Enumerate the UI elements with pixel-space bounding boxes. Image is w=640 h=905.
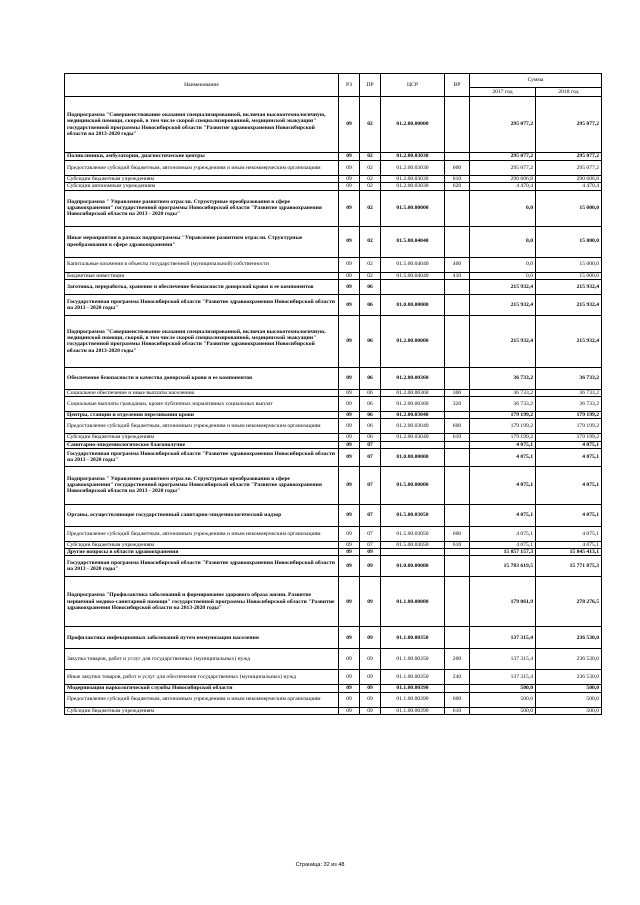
row-name: Социальное обеспечение и иные выплаты населению (65, 389, 339, 396)
row-vr (445, 367, 470, 389)
row-rz: 09 (339, 577, 360, 627)
row-amount-2017: 36 733,2 (470, 397, 536, 412)
row-amount-2017: 290 606,8 (470, 176, 536, 183)
row-amount-2018: 179 199,2 (536, 419, 602, 434)
row-amount-2017: 4 075,1 (470, 504, 536, 526)
row-amount-2018: 500,0 (536, 685, 602, 692)
row-amount-2017: 295 077,2 (470, 153, 536, 161)
row-name: Подпрограмма "Профилактика заболеваний и формирование здорового образа жизни. Развитие первичной медико-санитарной помощи" государственной программы Новосибирской области "Развитие здравоохранения Новосибирской области на 2013-2020 годы" (65, 577, 339, 627)
row-pr: 02 (360, 257, 381, 272)
row-rz: 09 (339, 441, 360, 448)
table-row (65, 549, 602, 556)
row-amount-2017: 179 199,2 (470, 412, 536, 419)
row-amount-2017: 0,0 (470, 190, 536, 226)
row-amount-2018: 236 530,0 (536, 627, 602, 649)
row-amount-2017: 179 199,2 (470, 434, 536, 441)
row-rz: 09 (339, 412, 360, 419)
row-amount-2017: 0,0 (470, 226, 536, 257)
row-amount-2018: 215 932,4 (536, 294, 602, 315)
row-amount-2018: 36 733,2 (536, 397, 602, 412)
table-row (65, 176, 602, 183)
table-row (65, 526, 602, 541)
row-vr (445, 226, 470, 257)
row-csr: 01.5.00.03050 (381, 541, 445, 548)
row-amount-2018: 215 932,4 (536, 279, 602, 294)
row-name: Капитальные вложения в объекты государственной (муниципальной) собственности (65, 257, 339, 272)
row-amount-2018: 4 075,1 (536, 441, 602, 448)
row-csr (381, 279, 445, 294)
row-rz: 09 (339, 226, 360, 257)
row-csr (381, 441, 445, 448)
row-rz: 09 (339, 161, 360, 176)
row-vr (445, 448, 470, 466)
row-csr: 01.0.00.00000 (381, 448, 445, 466)
row-pr: 07 (360, 504, 381, 526)
header-year-2017: 2017 год (470, 88, 536, 97)
row-vr: 600 (445, 161, 470, 176)
row-name: Субсидии бюджетным учреждениям (65, 434, 339, 441)
row-amount-2017: 215 932,4 (470, 315, 536, 367)
header-sum: Сумма (470, 74, 602, 88)
row-amount-2018: 15 000,0 (536, 257, 602, 272)
row-vr (445, 153, 470, 161)
row-rz: 09 (339, 649, 360, 670)
header-csr: ЦСР (381, 74, 445, 97)
table-row (65, 504, 602, 526)
table-row (65, 272, 602, 279)
row-vr (445, 279, 470, 294)
row-amount-2018: 15 000,0 (536, 190, 602, 226)
table-row (65, 692, 602, 707)
table-body (65, 97, 602, 715)
row-amount-2018: 4 470,4 (536, 183, 602, 190)
row-amount-2018: 236 530,0 (536, 670, 602, 685)
row-rz: 09 (339, 315, 360, 367)
row-csr: 01.5.00.03050 (381, 504, 445, 526)
row-amount-2017: 4 075,1 (470, 541, 536, 548)
row-pr: 02 (360, 153, 381, 161)
row-name: Субсидии бюджетным учреждениям (65, 707, 339, 714)
row-amount-2018: 4 075,1 (536, 466, 602, 504)
table-row (65, 161, 602, 176)
row-amount-2017: 4 075,1 (470, 466, 536, 504)
row-name: Подпрограмма " Управление развитием отрасли. Структурные преобразования в сфере здравоохранения" государственной программы Новосибирской области "Развитие здравоохранения Новосибирской области на 2013 - 2020 годы" (65, 190, 339, 226)
row-amount-2018: 4 075,1 (536, 504, 602, 526)
row-name: Подпрограмма "Совершенствование оказания специализированной, включая высокотехнологичную, медицинской помощи, скорой, в том числе скорой специализированной, медицинской эвакуации" государственной программы Новосибирской области "Развитие здравоохранения Новосибирской области на 2013-2020 годы" (65, 97, 339, 153)
row-csr: 01.2.00.00360 (381, 397, 445, 412)
row-vr (445, 577, 470, 627)
row-rz: 09 (339, 294, 360, 315)
row-amount-2017: 0,0 (470, 257, 536, 272)
row-amount-2017: 295 077,2 (470, 97, 536, 153)
row-rz: 09 (339, 541, 360, 548)
row-name: Государственная программа Новосибирской области "Развитие здравоохранения Новосибирской области на 2013 - 2020 годы" (65, 556, 339, 577)
row-csr: 01.5.00.04040 (381, 272, 445, 279)
row-rz: 09 (339, 397, 360, 412)
table-row (65, 466, 602, 504)
row-csr: 01.1.00.00350 (381, 627, 445, 649)
row-csr: 01.5.00.04040 (381, 226, 445, 257)
row-pr: 07 (360, 541, 381, 548)
row-vr (445, 556, 470, 577)
row-rz: 09 (339, 466, 360, 504)
row-name: Органы, осуществляющие государственный санитарно-эпидемиологический надзор (65, 504, 339, 526)
row-vr: 600 (445, 692, 470, 707)
row-rz: 09 (339, 176, 360, 183)
row-csr: 01.2.00.00000 (381, 97, 445, 153)
table-row (65, 434, 602, 441)
table-row (65, 707, 602, 714)
row-csr: 01.2.00.03040 (381, 434, 445, 441)
row-rz: 09 (339, 257, 360, 272)
row-amount-2017: 215 932,4 (470, 279, 536, 294)
row-pr: 02 (360, 161, 381, 176)
table-row (65, 226, 602, 257)
row-pr: 06 (360, 279, 381, 294)
row-vr: 610 (445, 434, 470, 441)
row-rz: 09 (339, 692, 360, 707)
row-vr: 410 (445, 272, 470, 279)
row-amount-2017: 15 783 619,5 (470, 556, 536, 577)
row-pr: 06 (360, 397, 381, 412)
row-amount-2018: 4 075,1 (536, 541, 602, 548)
row-name: Заготовка, переработка, хранение и обеспечение безопасности донорской крови и ее компонентов (65, 279, 339, 294)
row-csr: 01.0.00.00000 (381, 294, 445, 315)
row-csr: 01.2.00.03030 (381, 161, 445, 176)
row-vr: 400 (445, 257, 470, 272)
header-rz: РЗ (339, 74, 360, 97)
row-name: Центры, станции и отделения переливания крови (65, 412, 339, 419)
row-pr: 06 (360, 412, 381, 419)
row-name: Поликлиники, амбулатории, диагностические центры (65, 153, 339, 161)
row-amount-2017: 137 315,4 (470, 627, 536, 649)
row-name: Иные мероприятия в рамках подпрограммы "Управление развитием отрасли. Структурные преобразования в сфере здравоохранения" (65, 226, 339, 257)
row-pr: 06 (360, 389, 381, 396)
row-vr (445, 190, 470, 226)
header-year-2018: 2018 год (536, 88, 602, 97)
row-csr: 01.5.00.00000 (381, 466, 445, 504)
row-rz: 09 (339, 434, 360, 441)
row-rz: 09 (339, 97, 360, 153)
row-csr: 01.1.00.00390 (381, 692, 445, 707)
table-row (65, 541, 602, 548)
row-csr: 01.2.00.03030 (381, 183, 445, 190)
row-pr: 09 (360, 549, 381, 556)
row-vr (445, 294, 470, 315)
row-name: Субсидии бюджетным учреждениям (65, 541, 339, 548)
row-amount-2017: 137 315,4 (470, 649, 536, 670)
row-rz: 09 (339, 504, 360, 526)
row-name: Социальные выплаты гражданам, кроме публичных нормативных социальных выплат (65, 397, 339, 412)
row-csr (381, 549, 445, 556)
row-rz: 09 (339, 707, 360, 714)
row-pr: 07 (360, 526, 381, 541)
row-rz: 09 (339, 526, 360, 541)
row-amount-2018: 290 606,8 (536, 176, 602, 183)
row-pr: 09 (360, 556, 381, 577)
row-csr: 01.1.00.00350 (381, 649, 445, 670)
row-csr: 01.1.00.00390 (381, 707, 445, 714)
row-name: Иные закупки товаров, работ и услуг для обеспечения государственных (муниципальных) нужд (65, 670, 339, 685)
row-csr: 01.5.00.00000 (381, 190, 445, 226)
row-name: Предоставление субсидий бюджетным, автономным учреждениям и иным некоммерческим организациям (65, 419, 339, 434)
row-pr: 06 (360, 434, 381, 441)
row-pr: 09 (360, 692, 381, 707)
table-row (65, 183, 602, 190)
header-vr: ВР (445, 74, 470, 97)
row-pr: 09 (360, 685, 381, 692)
row-pr: 07 (360, 466, 381, 504)
table-row (65, 279, 602, 294)
table-row (65, 448, 602, 466)
row-pr: 02 (360, 272, 381, 279)
row-amount-2018: 295 077,2 (536, 97, 602, 153)
row-name: Государственная программа Новосибирской области "Развитие здравоохранения Новосибирской области на 2013 - 2020 годы" (65, 448, 339, 466)
row-name: Предоставление субсидий бюджетным, автономным учреждениям и иным некоммерческим организациям (65, 526, 339, 541)
row-vr (445, 315, 470, 367)
table-row (65, 190, 602, 226)
row-rz: 09 (339, 153, 360, 161)
row-amount-2017: 137 315,4 (470, 670, 536, 685)
table-row (65, 556, 602, 577)
row-amount-2018: 278 276,5 (536, 577, 602, 627)
row-amount-2017: 4 470,4 (470, 183, 536, 190)
row-pr: 06 (360, 294, 381, 315)
table-row (65, 389, 602, 396)
row-csr: 01.1.00.00350 (381, 670, 445, 685)
table-row (65, 649, 602, 670)
row-amount-2017: 0,0 (470, 272, 536, 279)
row-pr: 02 (360, 190, 381, 226)
table-row (65, 294, 602, 315)
row-amount-2018: 4 075,1 (536, 448, 602, 466)
row-name: Санитарно-эпидемиологическое благополучие (65, 441, 339, 448)
row-amount-2017: 215 932,4 (470, 294, 536, 315)
row-vr (445, 441, 470, 448)
row-amount-2017: 15 857 157,3 (470, 549, 536, 556)
table-row (65, 367, 602, 389)
row-amount-2017: 179 199,2 (470, 419, 536, 434)
row-name: Обеспечение безопасности и качества донорской крови и ее компонентов (65, 367, 339, 389)
row-amount-2018: 36 733,2 (536, 367, 602, 389)
row-name: Предоставление субсидий бюджетным, автономным учреждениям и иным некоммерческим организациям (65, 161, 339, 176)
row-amount-2018: 215 932,4 (536, 315, 602, 367)
table-row (65, 577, 602, 627)
table-row (65, 685, 602, 692)
row-amount-2018: 15 845 413,1 (536, 549, 602, 556)
row-csr: 01.5.00.03050 (381, 526, 445, 541)
row-name: Бюджетные инвестиции (65, 272, 339, 279)
table-row (65, 412, 602, 419)
row-rz: 09 (339, 556, 360, 577)
table-row (65, 419, 602, 434)
row-pr: 06 (360, 315, 381, 367)
row-name: Другие вопросы в области здравоохранения (65, 549, 339, 556)
row-amount-2018: 500,0 (536, 692, 602, 707)
row-vr: 320 (445, 397, 470, 412)
row-pr: 07 (360, 441, 381, 448)
row-name: Модернизация наркологической службы Новосибирской области (65, 685, 339, 692)
row-vr: 600 (445, 526, 470, 541)
row-csr: 01.2.00.03040 (381, 412, 445, 419)
row-pr: 09 (360, 707, 381, 714)
row-csr: 01.2.00.03040 (381, 419, 445, 434)
row-name: Подпрограмма " Управление развитием отрасли. Структурные преобразования в сфере здравоохранения" государственной программы Новосибирской области "Развитие здравоохранения Новосибирской области на 2013 - 2020 годы" (65, 466, 339, 504)
row-rz: 09 (339, 279, 360, 294)
table-row (65, 627, 602, 649)
row-csr: 01.0.00.00000 (381, 556, 445, 577)
row-name: Подпрограмма "Совершенствование оказания специализированной, включая высокотехнологичную, медицинской помощи, скорой, в том числе скорой специализированной, медицинской эвакуации" государственной программы Новосибирской области "Развитие здравоохранения Новосибирской области на 2013-2020 годы" (65, 315, 339, 367)
row-vr: 200 (445, 649, 470, 670)
row-amount-2018: 15 000,0 (536, 226, 602, 257)
row-vr: 610 (445, 176, 470, 183)
row-rz: 09 (339, 419, 360, 434)
row-name: Закупка товаров, работ и услуг для государственных (муниципальных) нужд (65, 649, 339, 670)
row-vr: 300 (445, 389, 470, 396)
row-vr (445, 466, 470, 504)
row-name: Субсидии бюджетным учреждениям (65, 176, 339, 183)
row-amount-2017: 4 075,1 (470, 441, 536, 448)
row-rz: 09 (339, 627, 360, 649)
row-rz: 09 (339, 367, 360, 389)
row-amount-2018: 4 075,1 (536, 526, 602, 541)
row-pr: 09 (360, 670, 381, 685)
row-amount-2017: 36 733,2 (470, 367, 536, 389)
row-rz: 09 (339, 183, 360, 190)
row-pr: 02 (360, 176, 381, 183)
row-amount-2018: 500,0 (536, 707, 602, 714)
table-row (65, 153, 602, 161)
row-rz: 09 (339, 389, 360, 396)
row-csr: 01.2.00.03030 (381, 176, 445, 183)
table-row (65, 397, 602, 412)
header-name: Наименование (65, 74, 339, 97)
page-footer: Страница: 32 из 48 (295, 862, 345, 868)
row-pr: 02 (360, 97, 381, 153)
row-amount-2018: 179 199,2 (536, 412, 602, 419)
row-rz: 09 (339, 670, 360, 685)
row-amount-2018: 295 077,2 (536, 153, 602, 161)
row-pr: 06 (360, 367, 381, 389)
row-pr: 06 (360, 419, 381, 434)
row-name: Государственная программа Новосибирской области "Развитие здравоохранения Новосибирской области на 2013 - 2020 годы" (65, 294, 339, 315)
row-vr: 240 (445, 670, 470, 685)
row-rz: 09 (339, 549, 360, 556)
row-amount-2017: 179 061,9 (470, 577, 536, 627)
row-pr: 09 (360, 577, 381, 627)
row-amount-2017: 500,0 (470, 707, 536, 714)
row-rz: 09 (339, 448, 360, 466)
row-amount-2018: 36 733,2 (536, 389, 602, 396)
row-name: Профилактика инфекционных заболеваний путем иммунизации населения (65, 627, 339, 649)
table-row (65, 257, 602, 272)
row-vr (445, 685, 470, 692)
row-name: Предоставление субсидий бюджетным, автономным учреждениям и иным некоммерческим организациям (65, 692, 339, 707)
table-row (65, 670, 602, 685)
row-csr: 01.2.00.00000 (381, 315, 445, 367)
row-amount-2018: 295 077,2 (536, 161, 602, 176)
row-amount-2018: 236 530,0 (536, 649, 602, 670)
row-amount-2017: 500,0 (470, 692, 536, 707)
row-csr: 01.1.00.00390 (381, 685, 445, 692)
row-amount-2017: 4 075,1 (470, 448, 536, 466)
row-vr: 610 (445, 707, 470, 714)
row-vr: 620 (445, 183, 470, 190)
row-csr: 01.2.00.00360 (381, 389, 445, 396)
table-row (65, 441, 602, 448)
row-vr: 610 (445, 541, 470, 548)
row-amount-2018: 15 000,0 (536, 272, 602, 279)
row-rz: 09 (339, 272, 360, 279)
row-pr: 07 (360, 448, 381, 466)
row-amount-2017: 295 077,2 (470, 161, 536, 176)
row-rz: 09 (339, 190, 360, 226)
row-amount-2017: 500,0 (470, 685, 536, 692)
row-csr: 01.1.00.00000 (381, 577, 445, 627)
row-vr (445, 412, 470, 419)
row-pr: 02 (360, 226, 381, 257)
row-amount-2017: 4 075,1 (470, 526, 536, 541)
row-csr: 01.2.00.00360 (381, 367, 445, 389)
row-rz: 09 (339, 685, 360, 692)
row-pr: 09 (360, 627, 381, 649)
row-vr (445, 97, 470, 153)
header-pr: ПР (360, 74, 381, 97)
row-pr: 02 (360, 183, 381, 190)
row-vr: 600 (445, 419, 470, 434)
row-vr (445, 549, 470, 556)
row-pr: 09 (360, 649, 381, 670)
row-amount-2018: 179 199,2 (536, 434, 602, 441)
row-amount-2017: 36 733,2 (470, 389, 536, 396)
table-row (65, 97, 602, 153)
row-amount-2018: 15 771 875,3 (536, 556, 602, 577)
row-vr (445, 627, 470, 649)
row-name: Субсидии автономным учреждениям (65, 183, 339, 190)
budget-table (64, 73, 602, 715)
row-vr (445, 504, 470, 526)
row-csr: 01.5.00.04040 (381, 257, 445, 272)
row-csr: 01.2.00.03030 (381, 153, 445, 161)
table-row (65, 315, 602, 367)
